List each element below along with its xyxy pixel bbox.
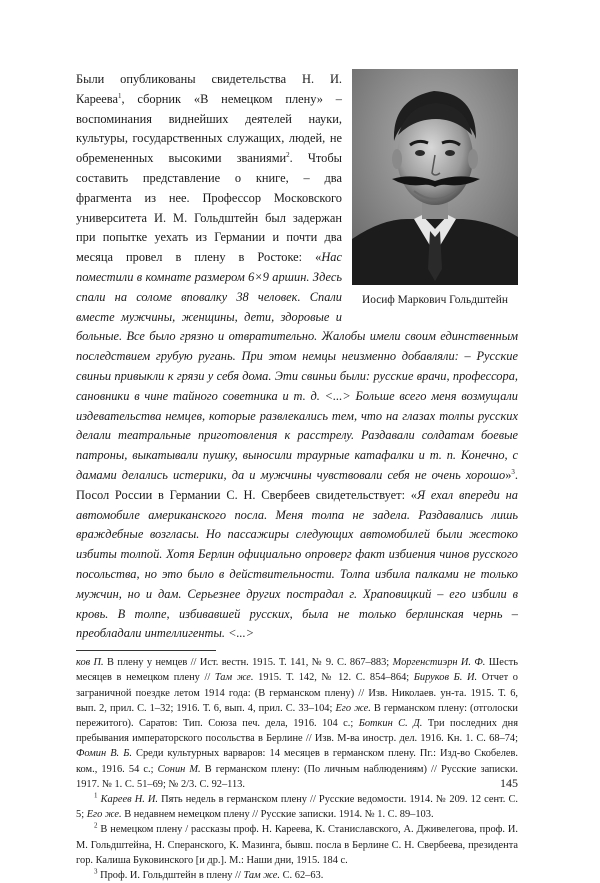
footnote-ref-2[interactable]: 2 — [286, 151, 290, 160]
page-number: 145 — [500, 776, 518, 790]
quote-goldstein: Нас поместили в комнате размером 6×9 аршин. Здесь спали на соломе вповалку 38 человек. Спали вместе мужчины, женщины, дети, здоровые и больные. Все было грязно и отвратительно. Жалобы имели своим единственным последствием грубую ругань. При этом немцы неизменно добавляли: – Русские свиньи привыкли к грязи у себя дома. Эти свиньи были: русские врачи, профессора, сановники в чине тайного советника и т. д. <...> Больше всего меня возмущали издевательства немцев, которые развлекались тем, что на глазах толпы русских делали театральные приготовления к расстрелу. Раздавали солдатам боевые патроны, выкатывали пушку, выносили траурные катафалки и т. п. Конечно, с дамами делались истерики, да и мужчины чувствовали себя не очень хорошо — [76, 250, 518, 482]
footnote-ref-3[interactable]: 3 — [511, 467, 515, 476]
footnote-2: $^2$ В немецком плену / рассказы проф. Н. Кареева, К. Станиславского, А. Дживелегова, проф. И. М. Гольдштейна, Н. Сперанского, К. Мазинга, бывш. посла в Берлине С. Н. Свербеева, президента гор. Калиша Буковинского [и др.]. М.: Наши дни, 1915. 184 с. — [76, 821, 518, 866]
footnote-continuation: ков П. В плену у немцев // Ист. вестн. 1915. Т. 141, № 9. С. 867–883; Моргенстиэрн И. Ф. Шесть месяцев в немецком плену // Там же. 1915. Т. 142, № 12. С. 854–864; Бируков Б. И. Отчет о заграничной поездке летом 1914 года: (В германском плену) // Изв. Николаев. ун-та. 1915. Т. 6, вып. 2, прил. С. 1–32; 1916. Т. 6, вып. 4, прил. С. 33–104; Его же. В германском плену: (отголоски пережитого). Саратов: Тип. Союза печ. дела, 1916. 104 с.; Боткин С. Д. Три последних дня пребывания императорского посольства в Берлине // Изв. М-ва иностр. дел. 1916. Кн. 1. С. 68–74; Фомин В. Б. Среди культурных варваров: 14 месяцев в германском плену. Пг.: Изд-во Скобелев. ком., 1916. 54 с.; Сонин М. В германском плену: (По личным наблюдениям) // Русские записки. 1917. № 1. С. 51–69; № 2/3. С. 92–113. — [76, 657, 519, 790]
footnote-1: $^1$ Кареев Н. И. Пять недель в германском плену // Русские ведомости. 1914. № 209. 12 сент. С. 5; Его же. В недавнем немецком плену // Русские записки. 1914. № 1. С. 89–103. — [76, 791, 518, 821]
main-text — [76, 70, 518, 644]
page-content — [76, 70, 518, 883]
portrait-figure — [352, 69, 518, 307]
footnote-ref-1[interactable]: 1 — [117, 91, 122, 100]
portrait-photo — [352, 69, 518, 285]
footnote-divider — [76, 650, 216, 651]
figure-caption: Иосиф Маркович Гольдштейн — [362, 294, 508, 306]
footnote-3: $^3$ Проф. И. Гольдштейн в плену // Там же. С. 62–63. — [94, 867, 324, 881]
body-paragraph: Были опубликованы свидетельства Н. И. Кареева$^1$, сборник «В немецком плену» – воспоминания виднейших деятелей науки, культуры, государственных служащих, людей, не обремененных высокими званиями$^2$. Чтобы составить представление о книге, – два фрагмента из нее. Профессор Московского университета И. М. Гольдштейн был задержан при попытке уехать из Германии и почти два месяца провел в плену в Ростоке: «Нас поместили в комнате размером 6×9 аршин. Здесь спали на соломе вповалку 38 человек. Спали вместе мужчины, женщины, дети, здоровые и больные. Все было грязно и отвратительно. Жалобы имели своим единственным последствием грубую ругань. При этом немцы неизменно добавляли: – Русские свиньи привыкли к грязи у себя дома. Эти свиньи были: русские врачи, профессора, сановники в чине тайного советника и т. д. <...> Больше всего меня возмущали издевательства немцев, которые развлекались тем, что на глазах толпы русских делали театральные приготовления к расстрелу. Раздавали солдатам боевые патроны, выкатывали пушку, выносили траурные катафалки и т. п. Конечно, с дамами делались истерики, да и мужчины чувствовали себя не очень хорошо»$^3$. Посол России в Германии С. Н. Свербеев свидетельствует: «Я ехал впереди на автомобиле американского посла. Меня толпа не задела. Раздавались лишь враждебные возгласы. Но пассажиры следующих автомобилей были жестоко избиты толпой. Хотя Берлин официально опроверг факт избиения чинов русского посольства, но это было в действительности. Толпа избила палками не только мужчин, но и дам. Серьезнее других пострадал г. Храповицкий – его избили в кровь. В толпе, избивавшей русских, была не только берлинская чернь – преобладали интеллигенты. <...> — [76, 72, 518, 641]
quote-sverbeev: Я ехал впереди на автомобиле американского посла. Меня толпа не задела. Раздавались лишь враждебные возгласы. Но пассажиры следующих автомобилей были жестоко избиты толпой. Хотя Берлин официально опроверг факт избиения чинов русского посольства, но это было в действительности. Толпа избила палками не только мужчин, но и дам. Серьезнее других пострадал г. Храповицкий – его избили в кровь. В толпе, избивавшей русских, была не только берлинская чернь – преобладали интеллигенты. <...> — [76, 487, 518, 641]
footnotes — [76, 655, 518, 883]
